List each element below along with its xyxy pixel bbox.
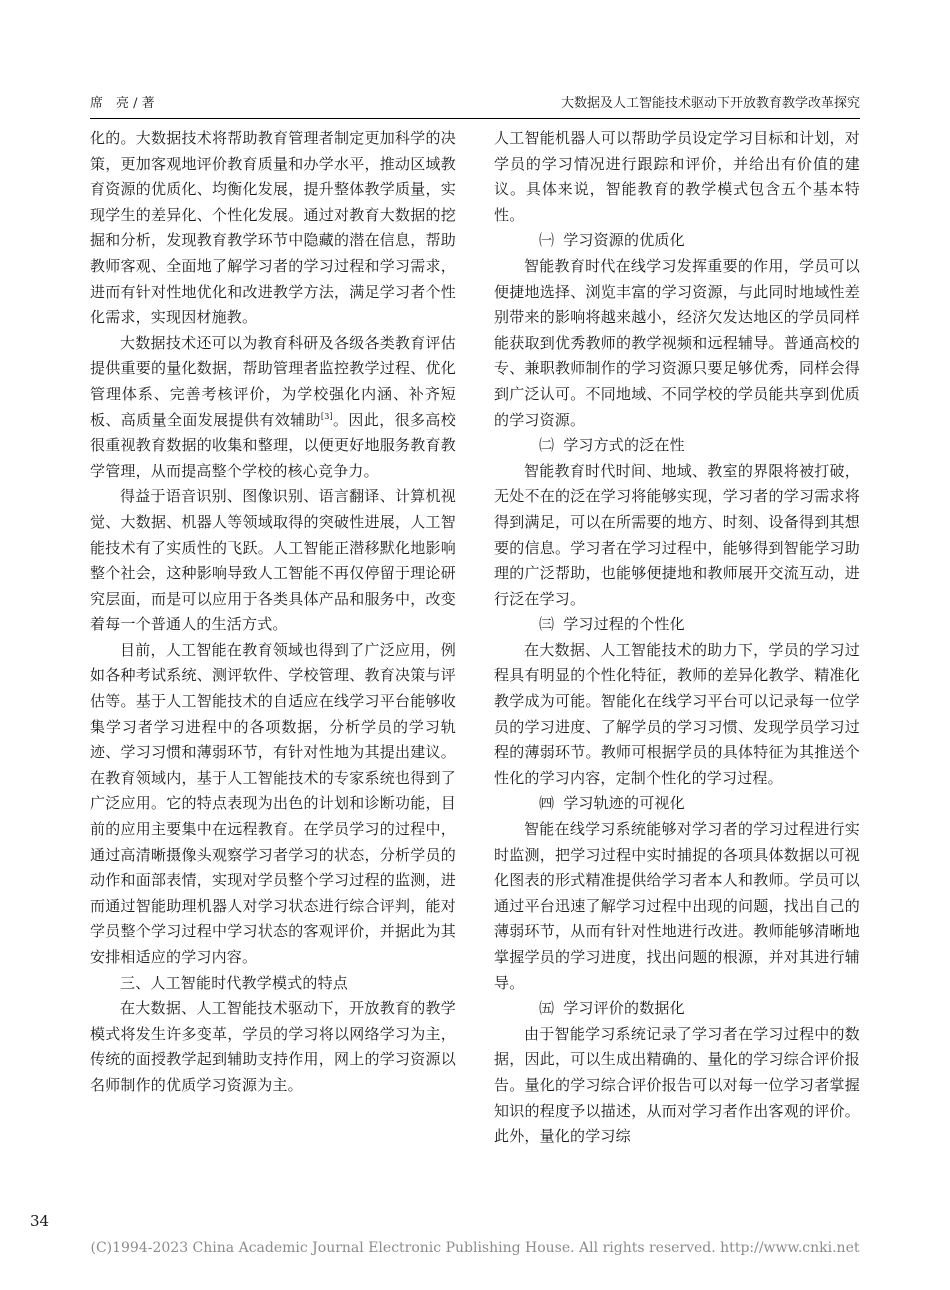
header-rule: [90, 118, 860, 119]
subheading: ㈡ 学习方式的泛在性: [539, 436, 685, 455]
header-article-title: 大数据及人工智能技术驱动下开放教育教学改革探究: [560, 96, 860, 111]
subheading: ㈢ 学习过程的个性化: [539, 615, 685, 634]
paragraph: 大数据技术还可以为教育科研及各级各类教育评估提供重要的量化数据，帮助管理者监控教学过程、优化管理体系、完善考核评价，为学校强化内涵、补齐短板、高质量全面发展提供有效辅助[3]。因此，很多高校很重视教育数据的收集和整理，以便更好地服务教育教学管理，从而提高整个学校的核心竞争力。: [90, 333, 456, 480]
running-header: [90, 92, 860, 116]
subheading: ㈣ 学习轨迹的可视化: [539, 794, 685, 813]
page-number: 34: [30, 1212, 50, 1230]
paragraph: 目前，人工智能在教育领域也得到了广泛应用，例如各种考试系统、测评软件、学校管理、教育决策与评估等。基于人工智能技术的自适应在线学习平台能够收集学习者学习进程中的各项数据，分析学员的学习轨迹、学习习惯和薄弱环节，有针对性地为其提出建议。在教育领域内，基于人工智能技术的专家系统也得到了广泛应用。它的特点表现为出色的计划和诊断功能，目前的应用主要集中在远程教育。在学员学习的过程中，通过高清晰摄像头观察学习者学习的状态，分析学员的动作和面部表情，实现对学员整个学习过程的监测，进而通过智能助理机器人对学习状态进行综合评判，能对学员整个学习过程中学习状态的客观评价，并据此为其安排相适应的学习内容。: [90, 640, 456, 966]
copyright-footer: (C)1994-2023 China Academic Journal Electronic Publishing House. All rights reserved. http://www.cnki.net: [90, 1240, 860, 1256]
paragraph: 在大数据、人工智能技术的助力下，学员的学习过程具有明显的个性化特征，教师的差异化教学、精准化教学成为可能。智能化在线学习平台可以记录每一位学员的学习进度、了解学员的学习习惯、发现学员学习过程的薄弱环节。教师可根据学员的具体特征为其推送个性化的学习内容，定制个性化的学习过程。: [494, 640, 860, 787]
subheading-number: ㈢: [539, 615, 555, 634]
subheading-number: ㈤: [539, 999, 555, 1018]
subheading-number: ㈣: [539, 794, 555, 813]
paragraph: 人工智能机器人可以帮助学员设定学习目标和计划，对学员的学习情况进行跟踪和评价，并给出有价值的建议。具体来说，智能教育的教学模式包含五个基本特性。: [494, 129, 860, 224]
subheading: ㈤ 学习评价的数据化: [539, 999, 685, 1018]
paragraph: 在大数据、人工智能技术驱动下，开放教育的教学模式将发生许多变革，学员的学习将以网络学习为主，传统的面授教学起到辅助支持作用，网上的学习资源以名师制作的优质学习资源为主。: [90, 999, 456, 1094]
citation-ref: [3]: [320, 411, 333, 421]
paragraph: 智能在线学习系统能够对学习者的学习过程进行实时监测，把学习过程中实时捕捉的各项具体数据以可视化图表的形式精准提供给学习者本人和教师。学员可以通过平台迅速了解学习过程中出现的问题，找出自己的薄弱环节，从而有针对性地进行改进。教师能够清晰地掌握学员的学习进度，找出问题的根源，并对其进行辅导。: [494, 820, 860, 992]
paragraph: 得益于语音识别、图像识别、语言翻译、计算机视觉、大数据、机器人等领域取得的突破性进展，人工智能技术有了实质性的飞跃。人工智能正潜移默化地影响整个社会，这种影响导致人工智能不再仅停留于理论研究层面，而是可以应用于各类具体产品和服务中，改变着每一个普通人的生活方式。: [90, 487, 456, 634]
subheading-number: ㈡: [539, 436, 555, 455]
header-author: 席 亮 / 著: [90, 96, 155, 111]
subheading: ㈠ 学习资源的优质化: [539, 231, 685, 250]
paragraph: 智能教育时代在线学习发挥重要的作用，学员可以便捷地选择、浏览丰富的学习资源，与此同时地域性差别带来的影响将越来越小，经济欠发达地区的学员同样能获取到优秀教师的教学视频和远程辅导。普通高校的专、兼职教师制作的学习资源只要足够优秀，同样会得到广泛认可。不同地域、不同学校的学员能共享到优质的学习资源。: [494, 256, 860, 429]
right-column: [494, 126, 860, 1150]
left-column: [90, 126, 456, 1099]
subheading-number: ㈠: [539, 231, 555, 250]
paragraph: 由于智能学习系统记录了学习者在学习过程中的数据，因此，可以生成出精确的、量化的学习综合评价报告。量化的学习综合评价报告可以对每一位学习者掌握知识的程度予以描述，从而对学习者作出客观的评价。此外，量化的学习综: [494, 1024, 860, 1146]
paragraph: 智能教育时代时间、地域、教室的界限将被打破，无处不在的泛在学习将能够实现，学习者的学习需求将得到满足，可以在所需要的地方、时刻、设备得到其想要的信息。学习者在学习过程中，能够得到智能学习助理的广泛帮助，也能够便捷地和教师展开交流互动，进行泛在学习。: [494, 461, 860, 608]
section-heading: 三、人工智能时代教学模式的特点: [120, 973, 349, 992]
paragraph: 化的。大数据技术将帮助教育管理者制定更加科学的决策，更加客观地评价教育质量和办学水平，推动区域教育资源的优质化、均衡化发展，提升整体教学质量，实现学生的差异化、个性化发展。通过对教育大数据的挖掘和分析，发现教育教学环节中隐藏的潜在信息，帮助教师客观、全面地了解学习者的学习过程和学习需求，进而有针对性地优化和改进教学方法，满足学习者个性化需求，实现因材施教。: [90, 129, 456, 327]
